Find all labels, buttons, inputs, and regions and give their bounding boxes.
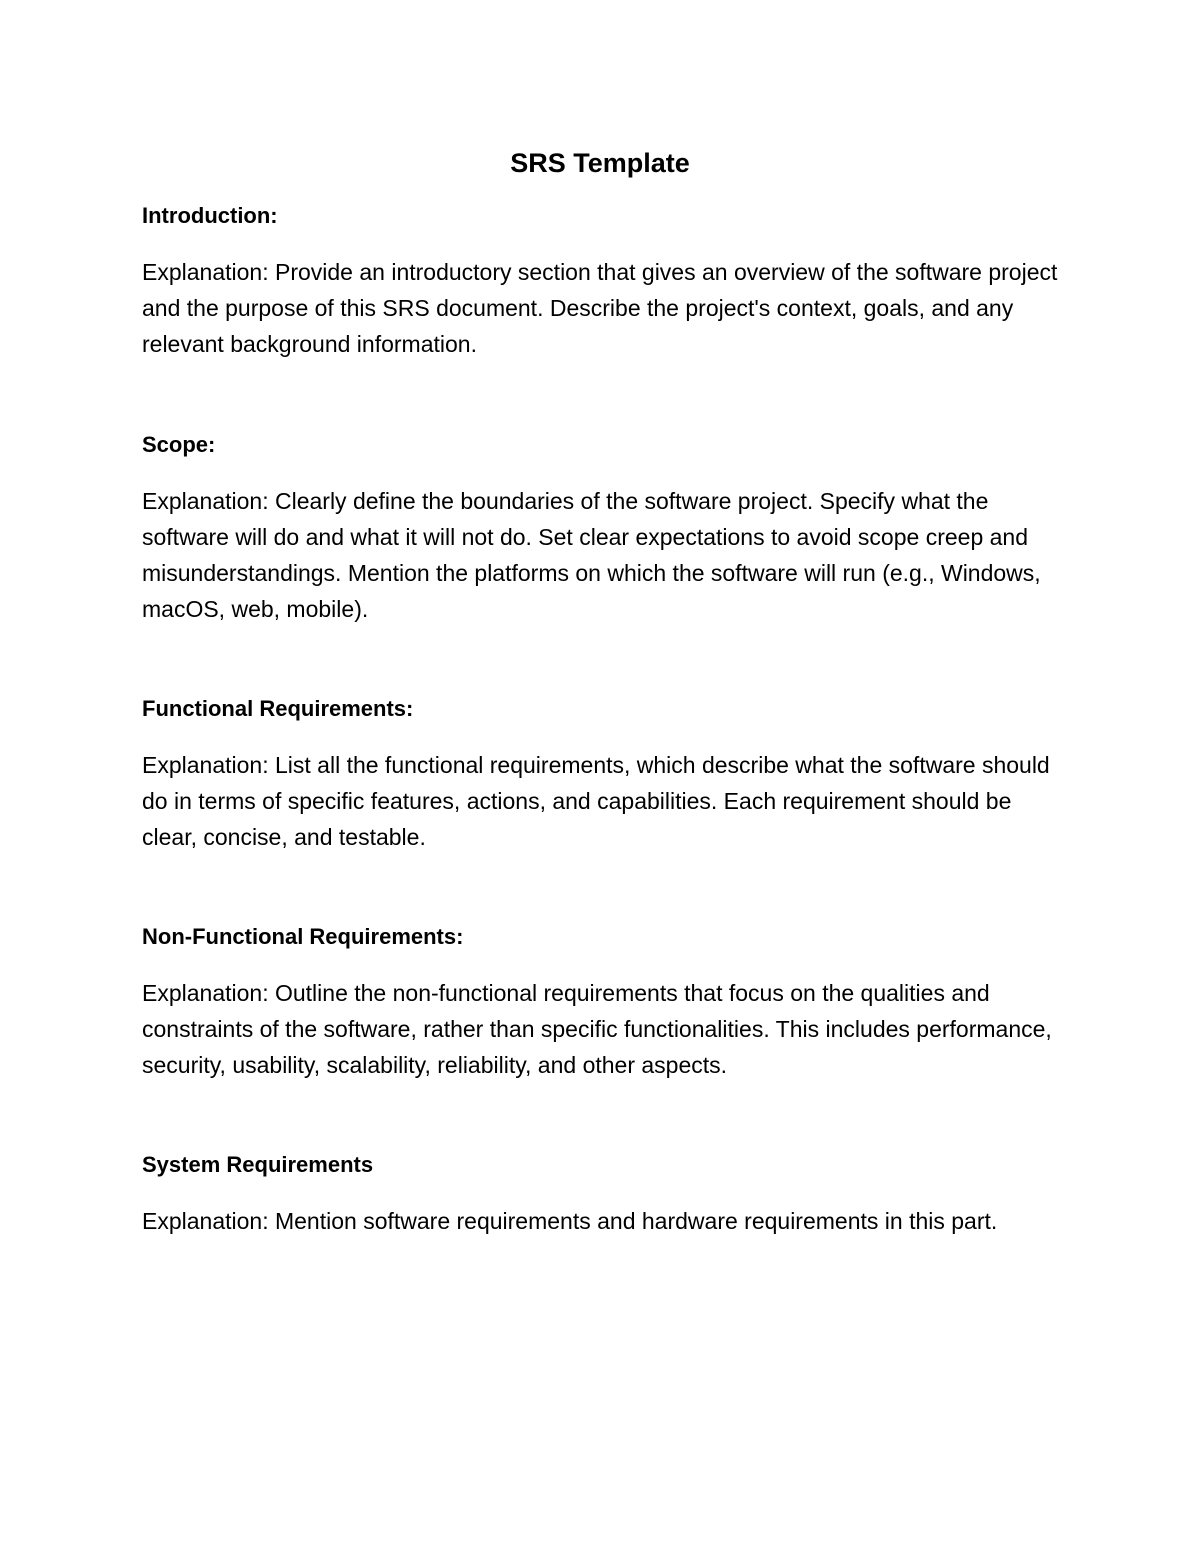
section-explanation: Explanation: List all the functional requirements, which describe what the software should do in terms of specific features, actions, and capabilities. Each requirement should be clear, concise, and testable.: [142, 752, 1050, 850]
section-explanation: Explanation: Provide an introductory section that gives an overview of the software project and the purpose of this SRS document. Describe the project's context, goals, and any relevant background information.: [142, 259, 1058, 357]
section-functional-requirements: [142, 695, 1062, 855]
section-introduction: [142, 202, 1062, 362]
section-non-functional-requirements: [142, 923, 1062, 1083]
section-explanation: Explanation: Outline the non-functional requirements that focus on the qualities and constraints of the software, rather than specific functionalities. This includes performance, security, usability, scalability, reliability, and other aspects.: [142, 980, 1052, 1078]
section-explanation: Explanation: Clearly define the boundaries of the software project. Specify what the software will do and what it will not do. Set clear expectations to avoid scope creep and misunderstandings. Mention the platforms on which the software will run (e.g., Windows, macOS, web, mobile).: [142, 488, 1041, 622]
section-heading: Scope:: [142, 432, 216, 457]
section-heading: Introduction:: [142, 203, 278, 228]
section-heading: Functional Requirements:: [142, 696, 414, 721]
document-title: SRS Template: [510, 148, 690, 178]
section-system-requirements: [142, 1151, 1062, 1239]
section-scope: [142, 431, 1062, 627]
section-heading: System Requirements: [142, 1152, 374, 1177]
section-explanation: Explanation: Mention software requirements and hardware requirements in this part.: [142, 1208, 998, 1234]
section-heading: Non-Functional Requirements:: [142, 924, 464, 949]
